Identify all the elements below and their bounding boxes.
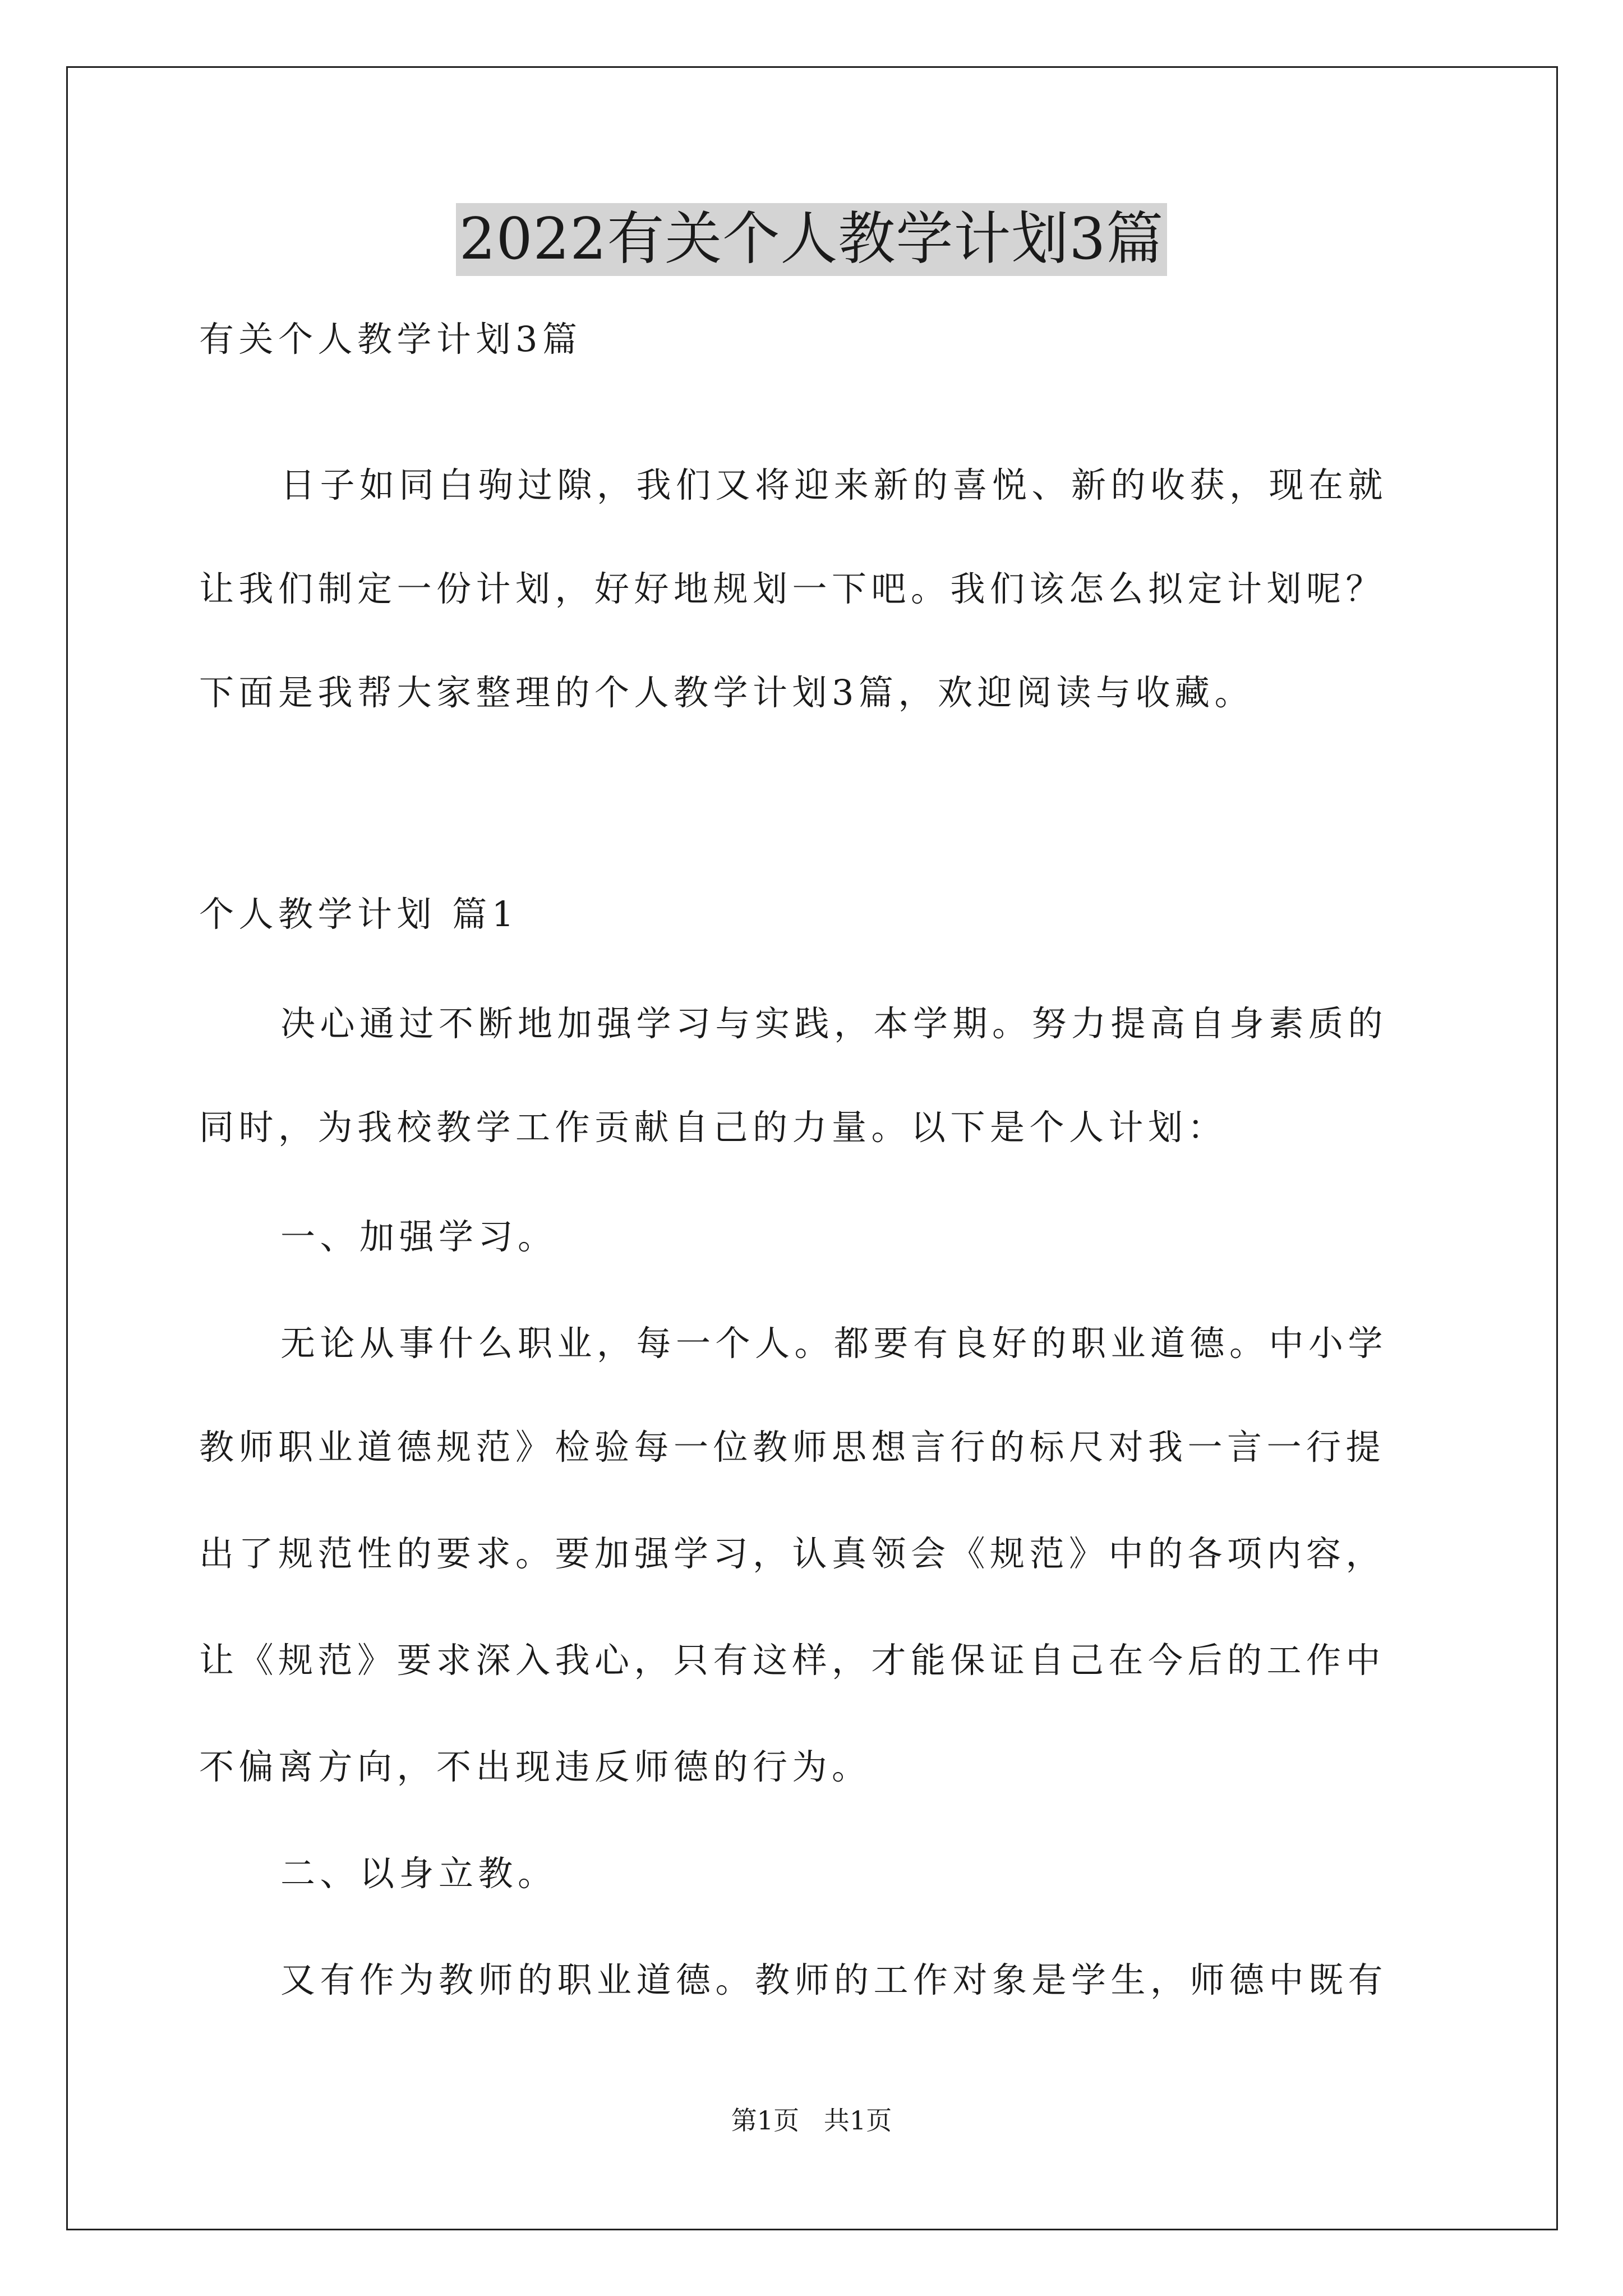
paragraph-line: 让我们制定一份计划，好好地规划一下吧。我们该怎么拟定计划呢？: [199, 568, 1386, 609]
page-footer: 第1页 共1页: [731, 2105, 892, 2136]
paragraph-line: 不偏离方向，不出现违反师德的行为。: [199, 1746, 872, 1787]
paragraph-line: 日子如同白驹过隙，我们又将迎来新的喜悦、新的收获，现在就: [280, 464, 1388, 505]
paragraph-line: 决心通过不断地加强学习与实践，本学期。努力提高自身素质的: [280, 1003, 1388, 1044]
paragraph-line: 无论从事什么职业，每一个人。都要有良好的职业道德。中小学: [280, 1323, 1388, 1364]
subtitle-line: 有关个人教学计划3篇: [199, 319, 582, 360]
title-container: [0, 203, 1623, 276]
subheading-line: 二、以身立教。: [280, 1853, 557, 1894]
document-title: 2022有关个人教学计划3篇: [456, 203, 1167, 276]
paragraph-line: 下面是我帮大家整理的个人教学计划3篇，欢迎阅读与收藏。: [199, 672, 1254, 713]
paragraph-line: 又有作为教师的职业道德。教师的工作对象是学生，师德中既有: [280, 1959, 1388, 2000]
paragraph-line: 同时，为我校教学工作贡献自己的力量。以下是个人计划：: [199, 1107, 1228, 1148]
paragraph-line: 让《规范》要求深入我心，只有这样，才能保证自己在今后的工作中: [199, 1640, 1386, 1681]
section-heading: 个人教学计划 篇1: [199, 894, 519, 935]
paragraph-line: 教师职业道德规范》检验每一位教师思想言行的标尺对我一言一行提: [199, 1427, 1386, 1467]
subheading-line: 一、加强学习。: [280, 1216, 557, 1257]
paragraph-line: 出了规范性的要求。要加强学习，认真领会《规范》中的各项内容，: [199, 1533, 1386, 1574]
